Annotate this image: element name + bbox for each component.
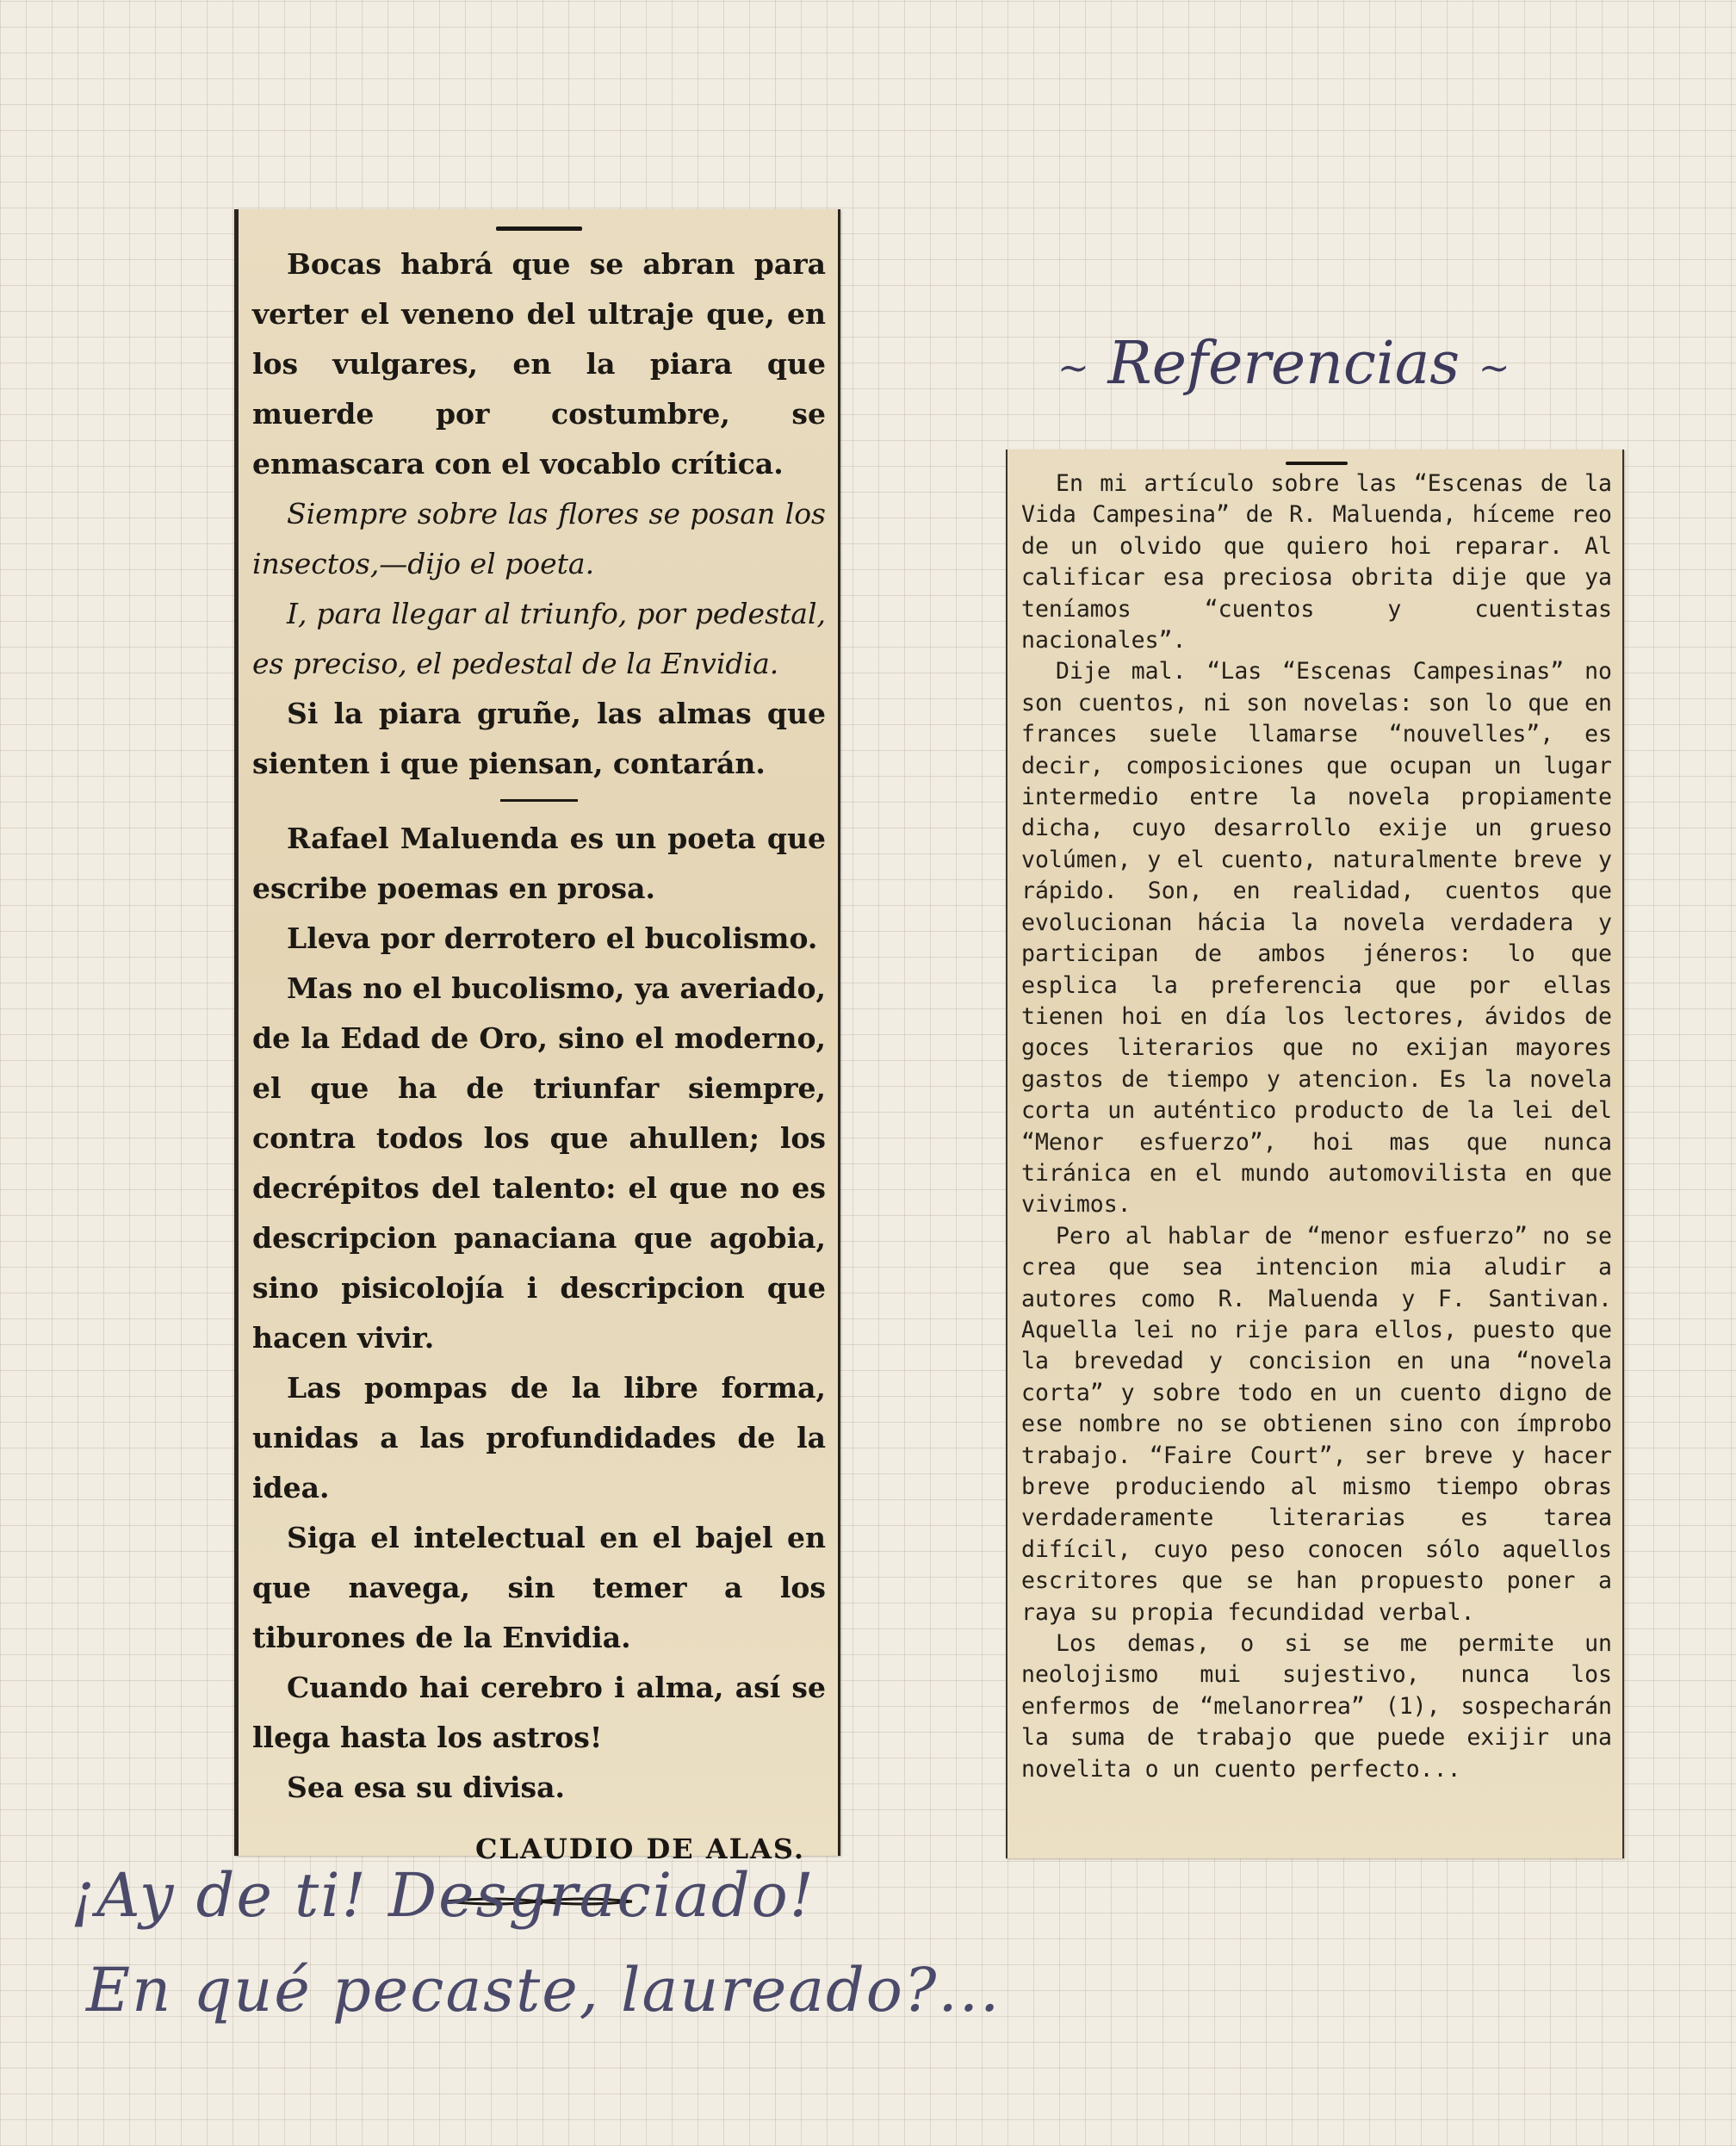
top-rule	[496, 226, 582, 231]
title-flourish-left: ~	[1057, 346, 1089, 390]
clipping-paragraph: Siga el intelectual en el bajel en que navega, sin temer a los tiburones de la Envidia.	[252, 1521, 826, 1654]
top-rule	[1286, 462, 1348, 465]
clipping-paragraph: Mas no el bucolismo, ya averiado, de la Edad de Oro, sino el moderno, el que ha de triunfar siempre, contra todos los que ahullen; los decrépitos del talento: el que no es descripcion panaciana que agobia, sino pisicolojía i descripcion que hacen vivir.	[252, 971, 826, 1355]
clipping-paragraph: En mi artículo sobre las “Escenas de la Vida Campesina” de R. Maluenda, híceme reo de un olvido que quiero hoi reparar. Al calificar esa preciosa obrita dije que ya teníamos “cuentos y cuentistas nacionales”.	[1021, 470, 1612, 654]
clipping-paragraph: Pero al hablar de “menor esfuerzo” no se crea que sea intencion mia aludir a autores como R. Maluenda y F. Santivan. Aquella lei no rije para ellos, puesto que la brevedad y concision en una “novela corta” y sobre todo en un cuento digno de ese nombre no se obtienen sino con ímprobo trabajo. “Faire Court”, ser breve y hacer breve produciendo al mismo tiempo obras verdaderamente literarias es tarea difícil, cuyo peso conocen sólo aquellos escritores que se han propuesto poner a raya su propia fecundidad verbal.	[1021, 1222, 1612, 1626]
clipping-paragraph: Lleva por derrotero el bucolismo.	[287, 921, 818, 955]
clipping-paragraph: Cuando hai cerebro i alma, así se llega hasta los astros!	[252, 1671, 826, 1754]
title-flourish-right: ~	[1478, 346, 1510, 390]
handwritten-note-line-2: En qué pecaste, laureado?...	[86, 1955, 1001, 2025]
handwritten-title-text: Referencias	[1107, 330, 1460, 398]
clipping-paragraph: Si la piara gruñe, las almas que sienten i que piensan, contarán.	[252, 697, 826, 780]
handwritten-note-line-1: ¡Ay de ti! Desgraciado!	[71, 1860, 815, 1931]
right-newspaper-clipping	[1006, 450, 1624, 1858]
clipping-paragraph: Siempre sobre las flores se posan los insectos,—dijo el poeta.	[252, 497, 826, 580]
clipping-paragraph: I, para llegar al triunfo, por pedestal, es preciso, el pedestal de la Envidia.	[252, 597, 826, 680]
clipping-paragraph: Bocas habrá que se abran para verter el veneno del ultraje que, en los vulgares, en la piara que muerde por costumbre, se enmascara con el vocablo crítica.	[252, 247, 826, 481]
left-newspaper-clipping	[234, 209, 840, 1865]
clipping-paragraph: Los demas, o si se me permite un neolojismo mui sujestivo, nunca los enfermos de “melanorrea” (1), sospecharán la suma de trabajo que puede exijir una novelita o un cuento perfecto...	[1021, 1630, 1612, 1783]
clipping-paragraph: Las pompas de la libre forma, unidas a las profundidades de la idea.	[252, 1371, 826, 1504]
handwritten-title	[1057, 330, 1510, 398]
clipping-paragraph: Rafael Maluenda es un poeta que escribe poemas en prosa.	[252, 822, 826, 905]
author-signature: CLAUDIO DE ALAS.	[475, 1833, 805, 1865]
clipping-paragraph: Sea esa su divisa.	[287, 1771, 565, 1804]
clipping-paragraph: Dije mal. “Las “Escenas Campesinas” no son cuentos, ni son novelas: son lo que en frances suele llamarse “nouvelles”, es decir, composiciones que ocupan un lugar intermedio entre la novela propiamente dicha, cuyo desarrollo exije un grueso volúmen, y el cuento, naturalmente breve y rápido. Son, en realidad, cuentos que evolucionan hácia la novela verdadera y participan de ambos jéneros: lo que esplica la preferencia que por ellas tienen hoi en día los lectores, ávidos de goces literarios que no exijan mayores gastos de tiempo y atencion. Es la novela corta un auténtico producto de la lei del “Menor esfuerzo”, hoi mas que nunca tiránica en el mundo automovilista en que vivimos.	[1021, 658, 1612, 1219]
section-divider	[500, 799, 578, 802]
